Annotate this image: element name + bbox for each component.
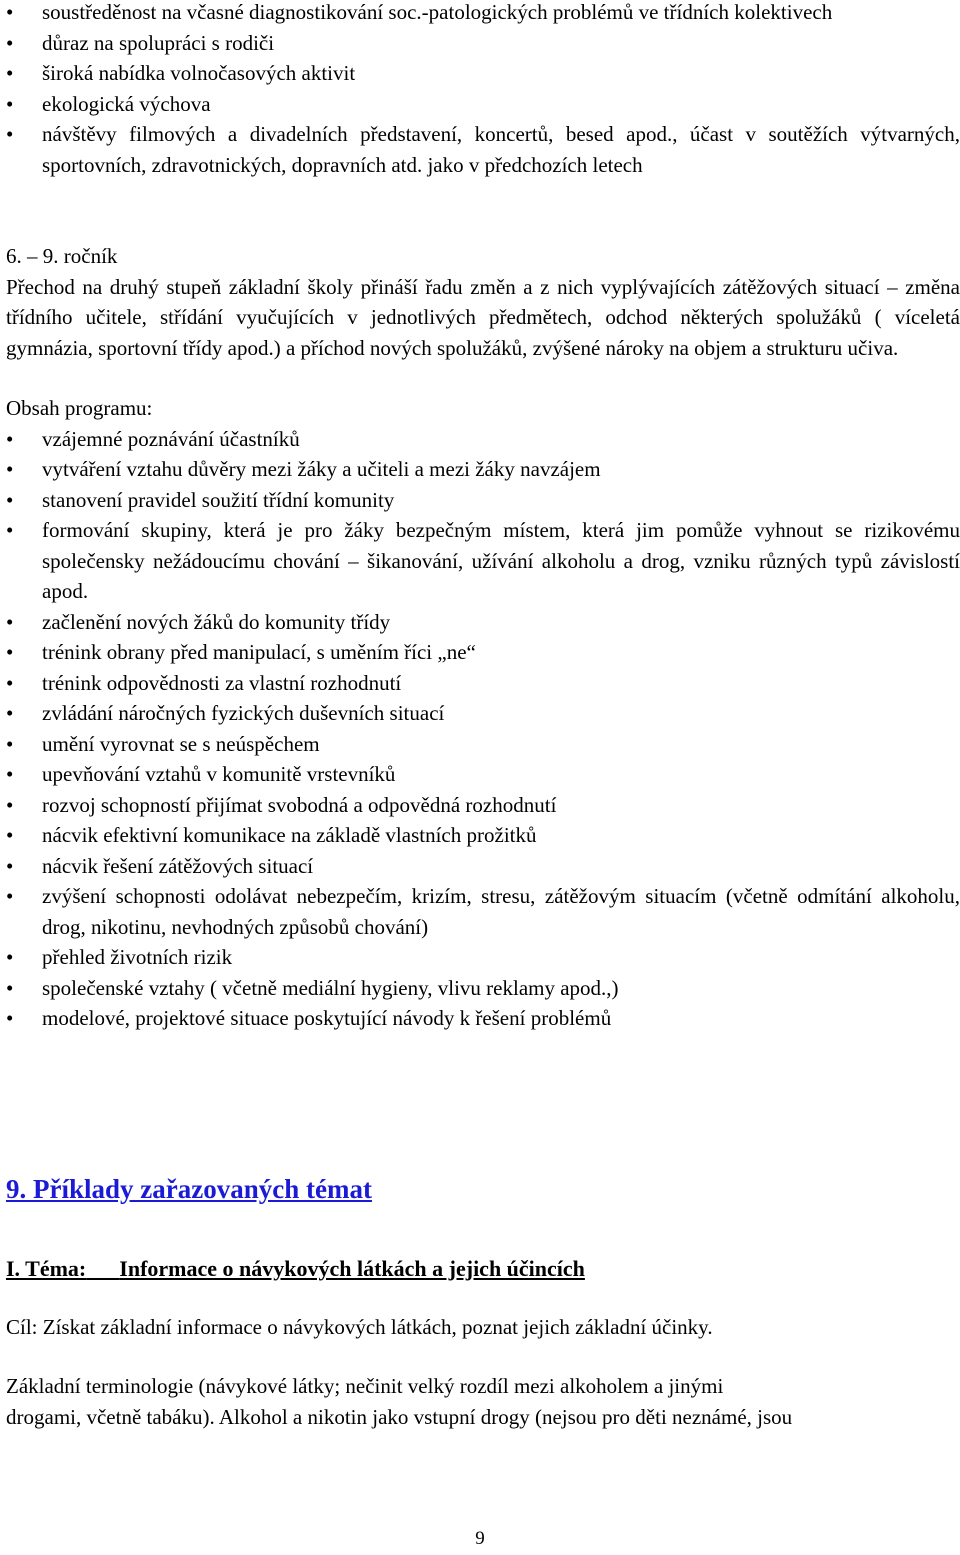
list-item: • rozvoj schopností přijímat svobodná a odpovědná rozhodnutí <box>6 790 960 821</box>
list-item: • začlenění nových žáků do komunity třídy <box>6 607 960 638</box>
terminology-line: drogami, včetně tabáku). Alkohol a nikotin jako vstupní drogy (nejsou pro děti neznámé, jsou <box>6 1404 793 1429</box>
topic-title: Informace o návykových látkách a jejich účincích <box>119 1256 585 1281</box>
list-item: • zvýšení schopnosti odolávat nebezpečím, krizím, stresu, zátěžovým situacím (včetně odmítání alkoholu, drog, nikotinu, nevhodných způsobů chování) <box>6 881 960 942</box>
list-item: • nácvik efektivní komunikace na základě vlastních prožitků <box>6 820 960 851</box>
topic-heading <box>6 1254 960 1285</box>
section-heading[interactable]: 9. Příklady zařazovaných témat <box>6 1174 372 1204</box>
list-item: • upevňování vztahů v komunitě vrstevníků <box>6 759 960 790</box>
list-item: • trénink odpovědnosti za vlastní rozhodnutí <box>6 668 960 699</box>
program-label: Obsah programu: <box>6 396 153 420</box>
list-item: • důraz na spolupráci s rodiči <box>6 28 960 59</box>
list-item: • formování skupiny, která je pro žáky bezpečným místem, která jim pomůže vyhnout se rizikovému společensky nežádoucímu chování – šikanování, užívání alkoholu a drog, vzniku různých typů závislostí apod. <box>6 515 960 607</box>
program-list <box>6 424 960 1034</box>
document-page <box>6 0 960 1034</box>
list-item: • soustředěnost na včasné diagnostikování soc.-patologických problémů ve třídních kolektivech <box>6 0 960 28</box>
grade-heading: 6. – 9. ročník <box>6 244 118 268</box>
list-item: • stanovení pravidel soužití třídní komunity <box>6 485 960 516</box>
terminology-line: Základní terminologie (návykové látky; nečinit velký rozdíl mezi alkoholem a jinými <box>6 1374 724 1398</box>
list-item: • nácvik řešení zátěžových situací <box>6 851 960 882</box>
page-number: 9 <box>475 1528 485 1549</box>
goal-text: Cíl: Získat základní informace o návykových látkách, poznat jejich základní účinky. <box>6 1315 713 1339</box>
list-item: • trénink obrany před manipulací, s uměním říci „ne“ <box>6 637 960 668</box>
list-item: • společenské vztahy ( včetně mediální hygieny, vlivu reklamy apod.,) <box>6 973 960 1004</box>
list-item: • vzájemné poznávání účastníků <box>6 424 960 455</box>
list-item: • modelové, projektové situace poskytující návody k řešení problémů <box>6 1003 960 1034</box>
terminology-paragraph <box>6 1371 960 1432</box>
list-item: • umění vyrovnat se s neúspěchem <box>6 729 960 760</box>
grade-paragraph: Přechod na druhý stupeň základní školy přináší řadu změn a z nich vyplývajících zátěžových situací – změna třídního učitele, střídání vyučujících v jednotlivých předmětech, odchod některých spolužáků ( víceletá gymnázia, sportovní třídy apod.) a příchod nových spolužáků, zvýšené nároky na objem a strukturu učiva. <box>6 274 960 360</box>
list-item: • široká nabídka volnočasových aktivit <box>6 58 960 89</box>
activities-list <box>6 0 960 180</box>
topic-label: I. Téma: <box>6 1256 87 1281</box>
list-item: • vytváření vztahu důvěry mezi žáky a učiteli a mezi žáky navzájem <box>6 454 960 485</box>
list-item: • ekologická výchova <box>6 89 960 120</box>
list-item: • zvládání náročných fyzických duševních situací <box>6 698 960 729</box>
list-item: • přehled životních rizik <box>6 942 960 973</box>
list-item: • návštěvy filmových a divadelních představení, koncertů, besed apod., účast v soutěžích výtvarných, sportovních, zdravotnických, dopravních atd. jako v předchozích letech <box>6 119 960 180</box>
